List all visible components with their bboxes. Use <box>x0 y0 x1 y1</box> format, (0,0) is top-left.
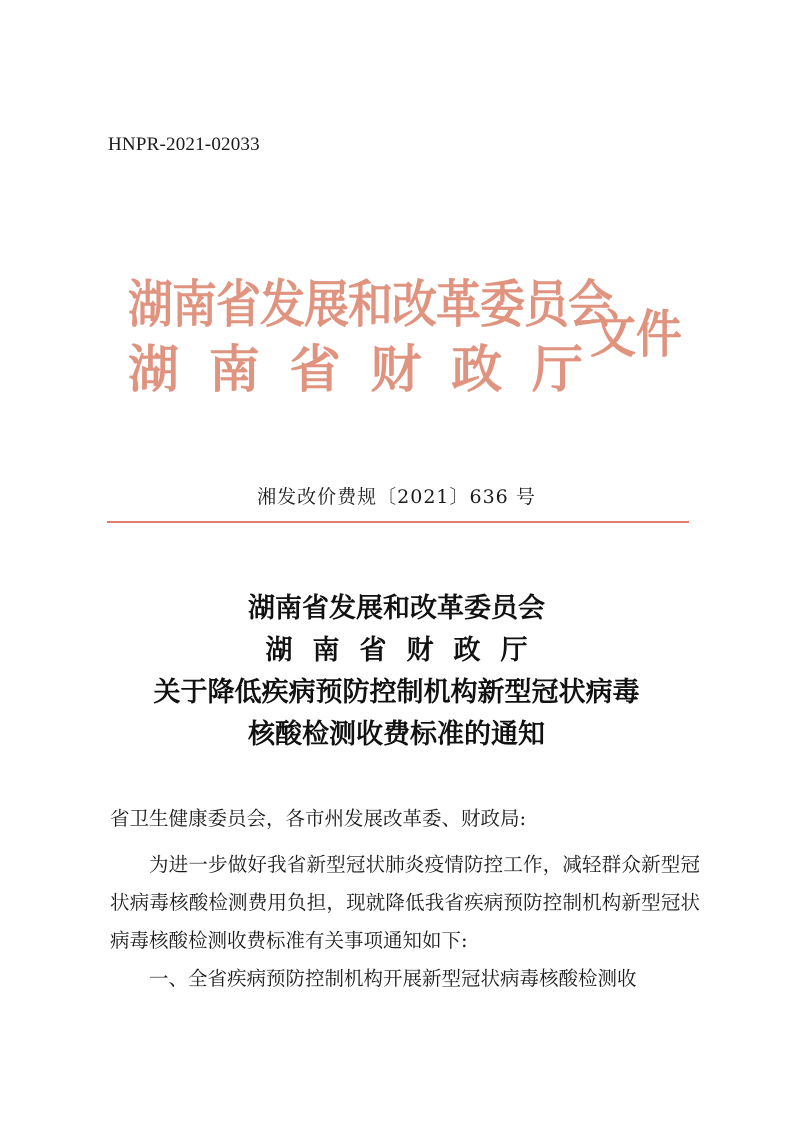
body-paragraph: 一、全省疾病预防控制机构开展新型冠状病毒核酸检测收 <box>149 967 637 990</box>
document-title <box>0 588 793 756</box>
document-number: 湘发改价费规〔2021〕636 号 <box>257 486 536 508</box>
title-line-2: 湖南省财政厅 <box>265 635 548 666</box>
document-header <box>128 275 688 420</box>
body-paragraph: 为进一步做好我省新型冠状肺炎疫情防控工作，减轻群众新型冠状病毒核酸检测费用负担，现就降低我省疾病预防控制机构新型冠状病毒核酸检测收费标准有关事项通知如下: <box>110 853 700 952</box>
addressee-line: 省卫生健康委员会，各市州发展改革委、财政局: <box>110 807 527 830</box>
title-line-1: 湖南省发展和改革委员会 <box>248 593 545 624</box>
header-issuer-2-char: 财 <box>370 341 422 400</box>
title-line-3: 关于降低疾病预防控制机构新型冠状病毒 <box>153 677 640 708</box>
header-issuer-2-char: 南 <box>208 341 260 400</box>
document-body <box>110 800 700 998</box>
header-issuer-2 <box>128 340 583 402</box>
document-id: HNPR-2021-02033 <box>108 134 260 155</box>
header-issuer-2-char: 省 <box>289 341 341 400</box>
header-issuer-2-char: 厅 <box>531 341 583 400</box>
header-issuer-2-char: 政 <box>451 341 503 400</box>
header-issuer-2-char: 湖 <box>128 341 180 400</box>
red-divider <box>107 521 689 523</box>
header-issuer-1: 湖南省发展和改革委员会 <box>128 276 613 335</box>
header-suffix: 文件 <box>590 306 682 365</box>
title-line-4: 核酸检测收费标准的通知 <box>248 719 545 750</box>
